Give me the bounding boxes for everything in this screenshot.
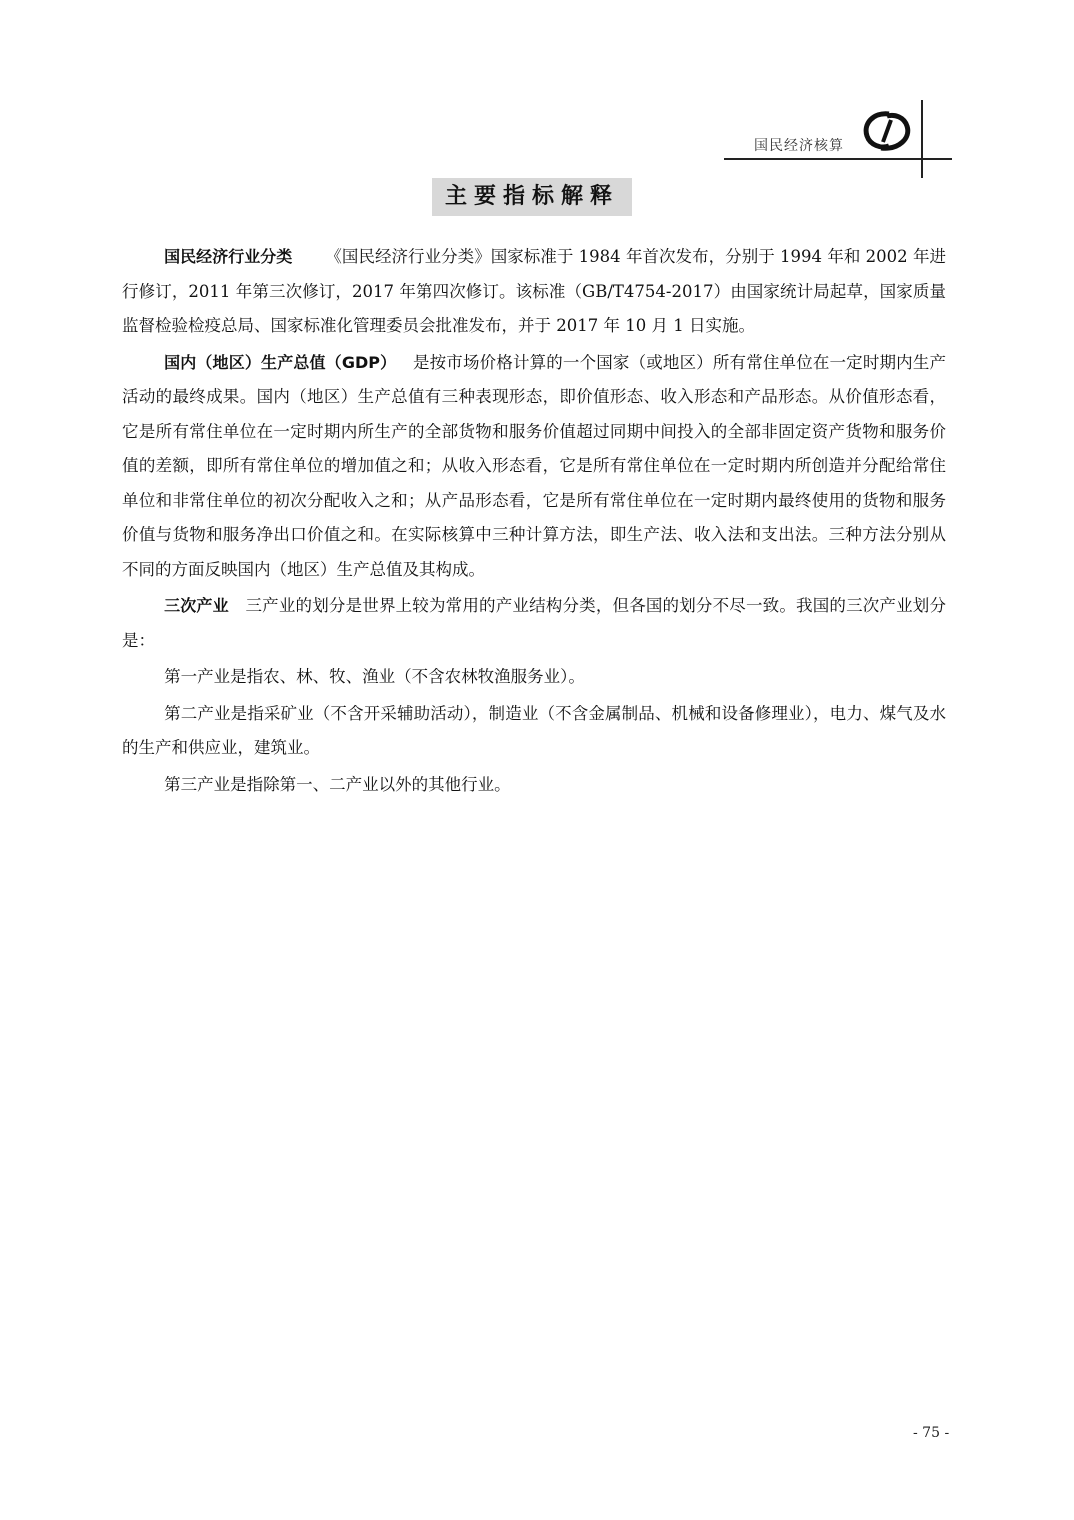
primary-sector-text: 第一产业是指农、林、牧、渔业（不含农林牧渔服务业）。 (164, 667, 585, 686)
paragraph-three-sectors (122, 589, 946, 658)
paragraph-secondary-sector (122, 697, 946, 766)
tertiary-sector-text: 第三产业是指除第一、二产业以外的其他行业。 (164, 774, 511, 794)
header-vertical-rule (921, 100, 923, 178)
paragraph-primary-sector (122, 660, 946, 695)
term-three-sectors: 三次产业 (164, 596, 229, 615)
header-rule (724, 158, 952, 160)
definition-gdp: 是按市场价格计算的一个国家（或地区）所有常住单位在一定时期内生产活动的最终成果。国内（地区）生产总值有三种表现形态，即价值形态、收入形态和产品形态。从价值形态看，它是所有常住单位在一定时期内所生产的全部货物和服务价值超过同期中间投入的全部非固定资产货物和服务价值的差额，即所有常住单位的增加值之和；从收入形态看，它是所有常住单位在一定时期内所创造并分配给常住单位和非常住单位的初次分配收入之和；从产品形态看，它是所有常住单位在一定时期内最终使用的货物和服务价值与货物和服务净出口价值之和。在实际核算中三种计算方法，即生产法、收入法和支出法。三种方法分别从不同的方面反映国内（地区）生产总值及其构成。 (122, 352, 946, 579)
definition-industry-classification: 《国民经济行业分类》国家标准于 1984 年首次发布，分别于 1994 年和 2002 年进行修订，2011 年第三次修订，2017 年第四次修订。该标准（GB/T4754-2017）由国家统计局起草，国家质量监督检验检疫总局、国家标准化管理委员会批准发布，并于 2017 年 10 月 1 日实施。 (122, 247, 946, 335)
term-gdp: 国内（地区）生产总值（GDP） (164, 352, 397, 372)
page-title: 主要指标解释 (432, 178, 632, 216)
term-industry-classification: 国民经济行业分类 (164, 247, 293, 266)
paragraph-gdp (122, 346, 946, 588)
secondary-sector-text: 第二产业是指采矿业（不含开采辅助活动），制造业（不含金属制品、机械和设备修理业），电力、煤气及水的生产和供应业，建筑业。 (122, 703, 946, 757)
document-body (122, 240, 946, 804)
header-title: 国民经济核算 (754, 138, 844, 154)
national-statistics-logo-icon (859, 108, 915, 154)
paragraph-tertiary-sector (122, 768, 946, 803)
definition-three-sectors: 三产业的划分是世界上较为常用的产业结构分类，但各国的划分不尽一致。我国的三次产业划分是： (122, 596, 946, 650)
page-number: - 75 - (913, 1425, 950, 1441)
running-header (724, 98, 954, 180)
paragraph-industry-classification (122, 240, 946, 344)
